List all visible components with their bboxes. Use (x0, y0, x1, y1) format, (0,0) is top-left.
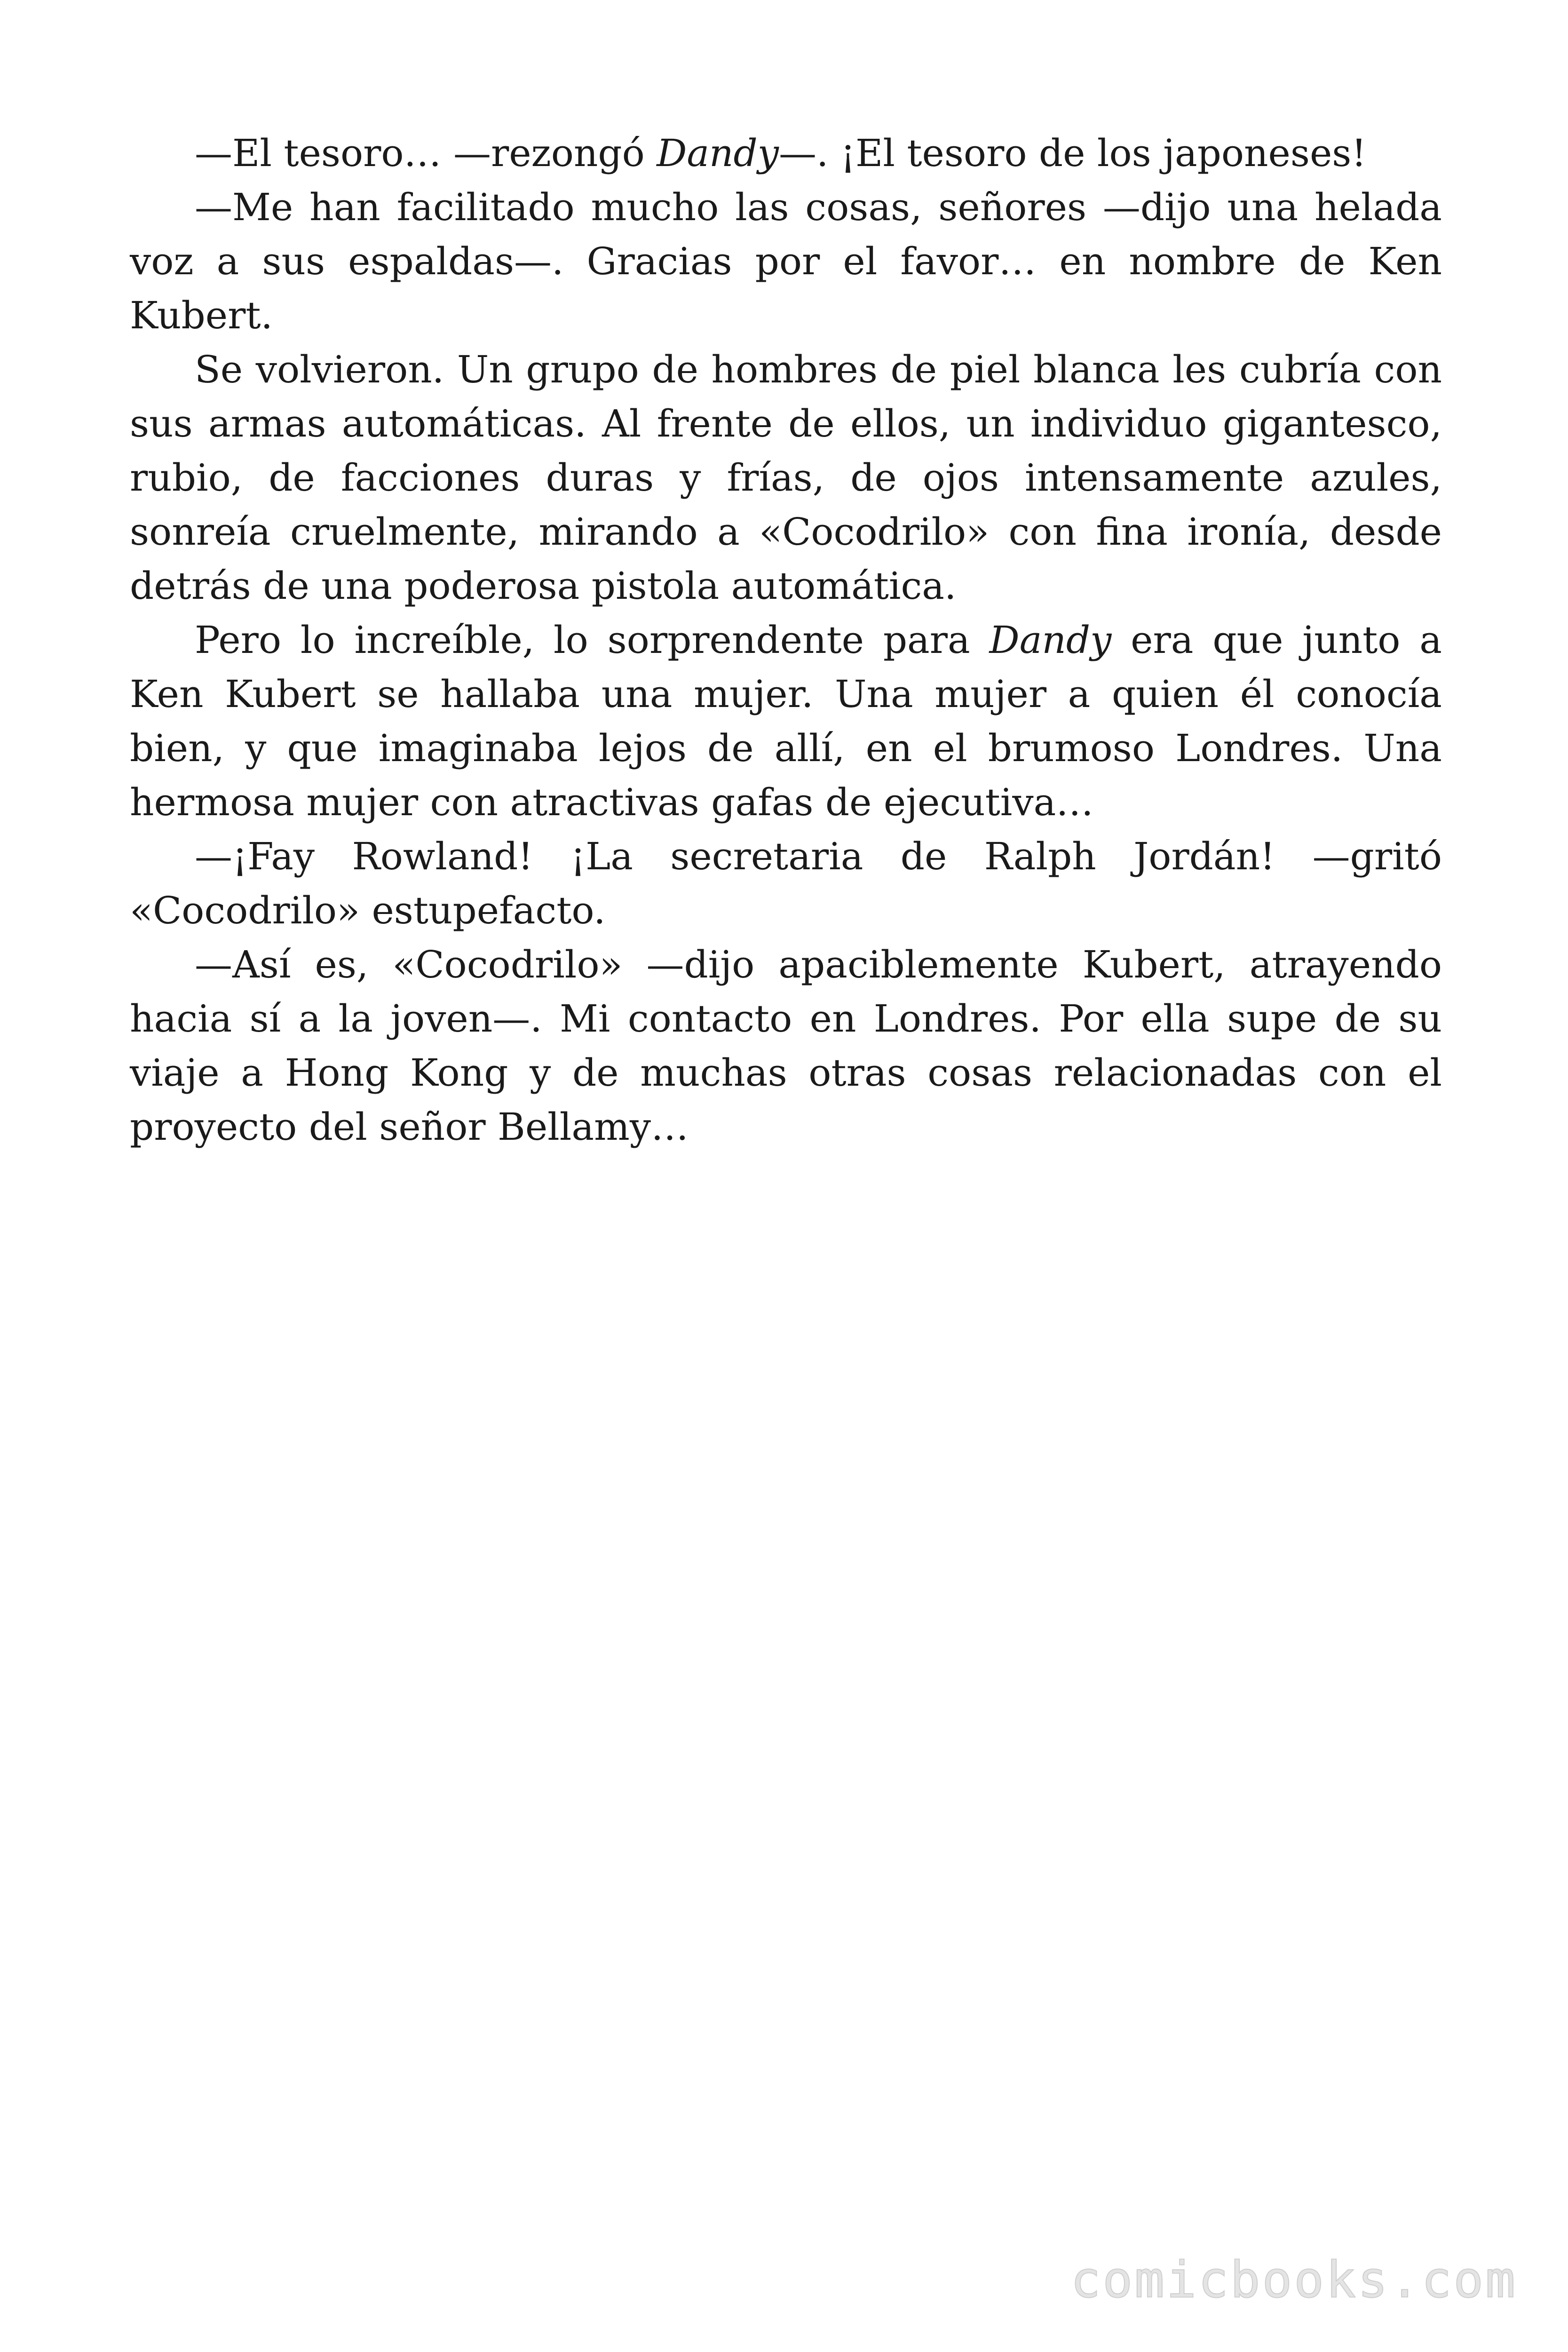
italic-text: Dandy (989, 618, 1112, 662)
italic-text: Dandy (657, 131, 779, 175)
paragraph (130, 938, 1442, 1154)
paragraph (130, 342, 1442, 613)
text-run: —Me han facilitado mucho las cosas, señores —dijo una helada voz a sus espaldas—. Gracias por el favor… en nombre de Ken Kubert. (130, 185, 1442, 337)
text-run: —¡Fay Rowland! ¡La secretaria de Ralph Jordán! —gritó «Cocodrilo» estupefacto. (130, 834, 1442, 932)
body-text (130, 126, 1442, 1154)
paragraph (130, 613, 1442, 829)
text-run: —El tesoro… —rezongó (195, 131, 657, 175)
site-watermark: comicbooks.com (1070, 2251, 1517, 2309)
text-run: era que junto a Ken Kubert se hallaba una mujer. Una mujer a quien él conocía bien, y que imaginaba lejos de allí, en el brumoso Londres. Una hermosa mujer con atractivas gafas de ejecutiva… (130, 618, 1442, 824)
text-run: —. ¡El tesoro de los japoneses! (778, 131, 1367, 175)
text-run: Pero lo increíble, lo sorprendente para (195, 618, 990, 662)
paragraph (130, 126, 1442, 180)
text-run: —Así es, «Cocodrilo» —dijo apaciblemente Kubert, atrayendo hacia sí a la joven—. Mi contacto en Londres. Por ella supe de su viaje a Hong Kong y de muchas otras cosas relacionadas con el proyecto del señor Bellamy… (130, 943, 1442, 1149)
paragraph (130, 180, 1442, 342)
paragraph (130, 829, 1442, 938)
text-run: Se volvieron. Un grupo de hombres de piel blanca les cubría con sus armas automáticas. Al frente de ellos, un individuo gigantesco, rubio, de facciones duras y frías, de ojos intensamente azules, sonreía cruelmente, mirando a «Cocodrilo» con fina ironía, desde detrás de una poderosa pistola automática. (130, 348, 1442, 608)
